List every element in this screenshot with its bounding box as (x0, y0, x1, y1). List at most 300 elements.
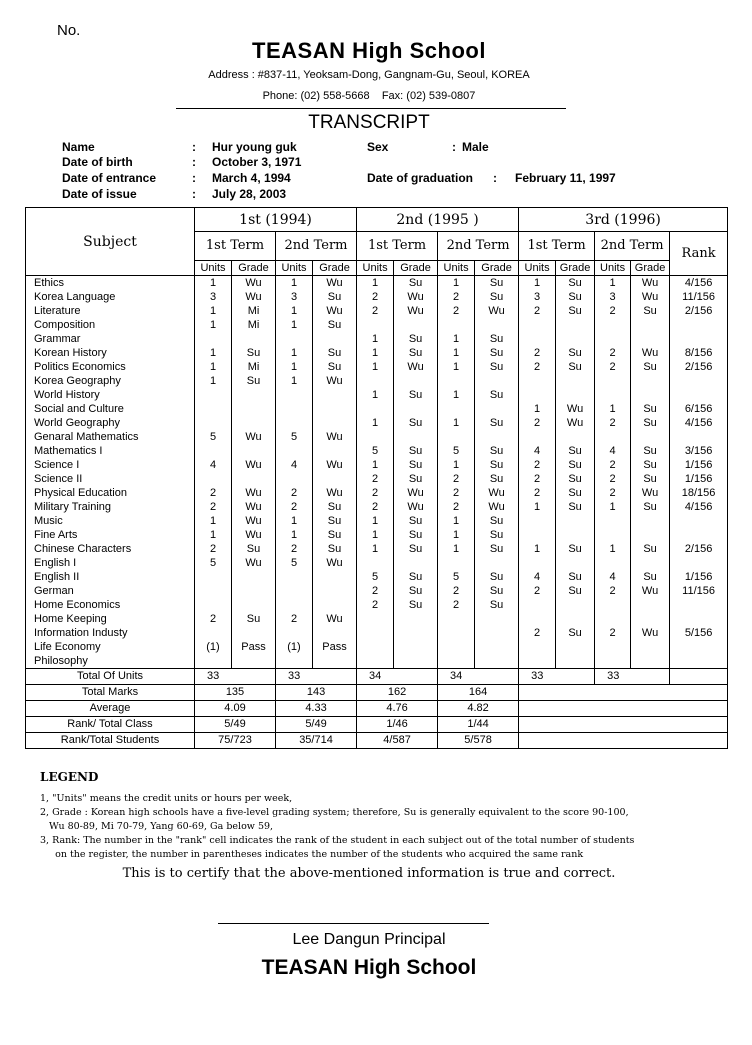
grade-cell: Su (631, 542, 670, 556)
subject-name: Information Industy (26, 626, 195, 640)
units-cell (595, 374, 631, 388)
units-cell (519, 374, 556, 388)
units-cell: 1 (438, 528, 475, 542)
grade-cell: Wu (475, 304, 519, 318)
rank-total-class-value: 1/44 (438, 717, 519, 733)
grade-cell: Su (313, 346, 357, 360)
subject-name: Chinese Characters (26, 542, 195, 556)
legend-line: 1, "Units" means the credit units or hours per week, (40, 793, 293, 804)
subject-name: Home Keeping (26, 612, 195, 626)
rank-cell: 1/156 (670, 570, 728, 584)
birth-colon: : (192, 155, 196, 169)
grade-cell (475, 374, 519, 388)
units-cell: 1 (195, 276, 232, 291)
grade-cell (556, 374, 595, 388)
grade-cell: Su (394, 346, 438, 360)
rank-cell (670, 654, 728, 669)
grade-cell: Su (232, 612, 276, 626)
grade-cell: Su (475, 360, 519, 374)
units-cell: 2 (595, 626, 631, 640)
subject-name: World Geography (26, 416, 195, 430)
grade-cell: Su (394, 416, 438, 430)
grade-cell: Su (475, 542, 519, 556)
units-cell (519, 556, 556, 570)
grade-cell: Su (394, 598, 438, 612)
name-label: Name (62, 140, 95, 154)
grade-cell (313, 416, 357, 430)
grade-cell (232, 444, 276, 458)
grade-cell: Su (556, 584, 595, 598)
rank-cell: 3/156 (670, 444, 728, 458)
grade-cell (394, 640, 438, 654)
rank-cell (670, 598, 728, 612)
units-cell: 2 (276, 542, 313, 556)
units-cell: 2 (357, 472, 394, 486)
grade-cell: Su (313, 514, 357, 528)
units-cell: 1 (438, 514, 475, 528)
units-cell: 1 (276, 514, 313, 528)
units-cell: 3 (276, 290, 313, 304)
subject-header: Subject (26, 208, 195, 276)
graduation-label: Date of graduation (367, 171, 474, 185)
grade-cell: Wu (232, 430, 276, 444)
graduation-colon: : (493, 171, 497, 185)
average-value: 4.76 (357, 701, 438, 717)
birth-label: Date of birth (62, 155, 133, 169)
total-marks-value: 162 (357, 685, 438, 701)
grade-cell: Su (631, 570, 670, 584)
units-cell: 1 (195, 318, 232, 332)
rank-cell: 2/156 (670, 304, 728, 318)
units-cell: 2 (595, 472, 631, 486)
grade-cell: Su (556, 486, 595, 500)
units-cell: 2 (595, 486, 631, 500)
units-cell (595, 514, 631, 528)
subject-row (26, 500, 728, 514)
subject-row (26, 360, 728, 374)
units-cell: 2 (519, 584, 556, 598)
units-cell (595, 556, 631, 570)
units-cell: 4 (519, 444, 556, 458)
units-cell: 2 (276, 486, 313, 500)
units-cell: 3 (595, 290, 631, 304)
rank-cell (670, 332, 728, 346)
sex-value: Male (462, 140, 489, 154)
grade-cell: Wu (232, 276, 276, 291)
units-cell: 2 (438, 304, 475, 318)
units-cell: 2 (357, 486, 394, 500)
grade-cell: Su (313, 528, 357, 542)
units-cell: 1 (519, 500, 556, 514)
grade-cell: Su (232, 374, 276, 388)
legend-line: 2, Grade : Korean high schools have a five-level grading system; therefore, Su is generally equivalent to the score 90-100, (40, 807, 629, 818)
subject-row (26, 528, 728, 542)
grade-cell: Mi (232, 318, 276, 332)
subject-row (26, 612, 728, 626)
grade-cell: Su (475, 290, 519, 304)
rank-total-class-value: 5/49 (276, 717, 357, 733)
grade-cell: Wu (313, 374, 357, 388)
average-value: 4.82 (438, 701, 519, 717)
subject-row (26, 304, 728, 318)
footer-school-name: TEASAN High School (261, 956, 477, 979)
issue-colon: : (192, 187, 196, 201)
term-header: 1st Term (519, 232, 595, 261)
units-cell (357, 654, 394, 669)
grade-cell: Su (631, 360, 670, 374)
grade-cell: Su (556, 276, 595, 291)
grade-cell: Su (556, 444, 595, 458)
units-cell (519, 598, 556, 612)
grade-cell (394, 556, 438, 570)
units-cell: 4 (519, 570, 556, 584)
grade-cell: Su (313, 290, 357, 304)
units-cell (195, 388, 232, 402)
sex-label: Sex (367, 140, 389, 154)
grade-cell (631, 514, 670, 528)
grade-cell (232, 416, 276, 430)
grade-cell: Su (475, 332, 519, 346)
rank-header: Rank (670, 232, 728, 276)
grade-cell (232, 654, 276, 669)
grade-cell: Su (313, 500, 357, 514)
grade-cell: Su (631, 472, 670, 486)
term-header: 2nd Term (438, 232, 519, 261)
grade-cell (232, 626, 276, 640)
subject-row (26, 416, 728, 430)
grade-cell: Su (475, 346, 519, 360)
total-units-rank-cell (670, 669, 728, 685)
units-cell (519, 430, 556, 444)
units-column-header: Units (357, 261, 394, 276)
grade-cell: Pass (313, 640, 357, 654)
subject-name: Music (26, 514, 195, 528)
units-cell: 2 (519, 626, 556, 640)
units-cell (195, 332, 232, 346)
units-cell: 2 (519, 416, 556, 430)
school-address: Address : #837-11, Yeoksam-Dong, Gangnam-Gu, Seoul, KOREA (208, 69, 530, 81)
grade-cell (631, 374, 670, 388)
units-cell: 2 (595, 346, 631, 360)
grade-cell (475, 626, 519, 640)
grade-cell: Wu (394, 500, 438, 514)
units-cell: 2 (195, 612, 232, 626)
units-cell (276, 584, 313, 598)
units-cell (438, 640, 475, 654)
grade-cell (475, 654, 519, 669)
units-cell: 1 (276, 346, 313, 360)
transcript-table (25, 207, 728, 749)
grade-cell: Su (475, 528, 519, 542)
certification-statement: This is to certify that the above-mentioned information is true and correct. (122, 866, 616, 881)
units-cell: 5 (195, 430, 232, 444)
grade-cell: Wu (232, 514, 276, 528)
grade-cell: Su (475, 570, 519, 584)
units-cell (195, 654, 232, 669)
units-cell (595, 598, 631, 612)
grade-cell (556, 612, 595, 626)
grade-cell: Su (556, 542, 595, 556)
subject-name: Composition (26, 318, 195, 332)
grade-cell (313, 598, 357, 612)
grade-cell: Wu (232, 528, 276, 542)
units-cell (519, 640, 556, 654)
subject-row (26, 598, 728, 612)
units-cell: 2 (438, 486, 475, 500)
signature-line (218, 923, 489, 924)
grade-cell: Wu (394, 360, 438, 374)
rank-cell: 11/156 (670, 584, 728, 598)
grade-cell: Su (475, 444, 519, 458)
grade-cell: Wu (313, 430, 357, 444)
units-cell: 2 (519, 304, 556, 318)
rank-cell: 8/156 (670, 346, 728, 360)
grade-cell (232, 598, 276, 612)
units-cell (195, 416, 232, 430)
units-column-header: Units (438, 261, 475, 276)
subject-row (26, 654, 728, 669)
grade-column-header: Grade (394, 261, 438, 276)
grade-cell: Wu (232, 500, 276, 514)
grade-cell: Su (394, 472, 438, 486)
units-cell (438, 430, 475, 444)
subject-row (26, 514, 728, 528)
units-cell: 1 (276, 528, 313, 542)
grade-cell (556, 430, 595, 444)
units-cell (357, 402, 394, 416)
legend-line: 3, Rank: The number in the "rank" cell indicates the rank of the student in each subject out of the total number of students (40, 835, 635, 846)
rank-cell: 2/156 (670, 542, 728, 556)
legend-line: on the register, the number in parentheses indicates the number of the students who acquired the same rank (40, 849, 584, 860)
units-cell (438, 318, 475, 332)
units-cell: 2 (438, 472, 475, 486)
grade-column-header: Grade (475, 261, 519, 276)
rank-cell (670, 514, 728, 528)
grade-cell: Wu (394, 304, 438, 318)
units-cell: (1) (195, 640, 232, 654)
units-cell: 2 (195, 542, 232, 556)
units-cell (519, 332, 556, 346)
total-marks-value: 164 (438, 685, 519, 701)
school-name: TEASAN High School (252, 38, 486, 63)
grade-cell: Mi (232, 360, 276, 374)
grade-cell: Wu (631, 290, 670, 304)
units-cell: 4 (595, 570, 631, 584)
grade-cell (556, 514, 595, 528)
grade-cell (475, 556, 519, 570)
rank-total-students-value: 35/714 (276, 733, 357, 749)
units-cell: 1 (438, 542, 475, 556)
grade-cell: Su (631, 444, 670, 458)
units-cell: 5 (438, 570, 475, 584)
subject-name: Korea Geography (26, 374, 195, 388)
grade-cell: Su (475, 584, 519, 598)
year-1-header: 1st (1994) (195, 208, 357, 232)
subject-name: Korean History (26, 346, 195, 360)
units-cell: 1 (195, 528, 232, 542)
units-cell: 2 (276, 612, 313, 626)
subject-name: Grammar (26, 332, 195, 346)
grade-cell: Wu (232, 486, 276, 500)
units-cell (438, 654, 475, 669)
rank-total-students-row (26, 733, 728, 749)
subject-name: Physical Education (26, 486, 195, 500)
grade-cell: Wu (313, 276, 357, 291)
units-cell (276, 444, 313, 458)
grade-cell (556, 318, 595, 332)
subject-row (26, 346, 728, 360)
rank-total-students-label: Rank/Total Students (26, 733, 195, 749)
subject-row (26, 472, 728, 486)
name-value: Hur young guk (212, 140, 297, 154)
grade-cell: Su (232, 346, 276, 360)
grade-cell (556, 332, 595, 346)
rank-total-class-empty-cell (519, 717, 728, 733)
units-cell (595, 612, 631, 626)
subject-name: English II (26, 570, 195, 584)
grade-cell: Wu (475, 500, 519, 514)
grade-cell (556, 654, 595, 669)
units-cell: 1 (519, 276, 556, 291)
grade-cell (313, 472, 357, 486)
school-phone: Phone: (02) 558-5668 Fax: (02) 539-0807 (262, 90, 476, 102)
units-cell: 1 (357, 360, 394, 374)
grade-cell: Su (556, 472, 595, 486)
units-cell: 2 (519, 472, 556, 486)
subject-name: Fine Arts (26, 528, 195, 542)
grade-cell (232, 584, 276, 598)
grade-cell: Su (313, 542, 357, 556)
legend-title: LEGEND (40, 770, 99, 784)
grade-column-header: Grade (232, 261, 276, 276)
grade-cell: Wu (232, 290, 276, 304)
units-cell (519, 388, 556, 402)
subject-row (26, 542, 728, 556)
grade-cell: Su (394, 570, 438, 584)
units-cell (519, 612, 556, 626)
entrance-value: March 4, 1994 (212, 171, 291, 185)
units-cell (519, 528, 556, 542)
average-value: 4.09 (195, 701, 276, 717)
grade-cell (313, 332, 357, 346)
units-cell: 2 (195, 500, 232, 514)
subject-name: Mathematics I (26, 444, 195, 458)
total-units-value: 33 (195, 669, 276, 685)
grade-cell: Wu (313, 458, 357, 472)
rank-cell (670, 612, 728, 626)
subject-row (26, 374, 728, 388)
units-cell: 4 (595, 444, 631, 458)
units-cell: 1 (438, 276, 475, 291)
grade-cell (313, 570, 357, 584)
grade-cell: Su (313, 360, 357, 374)
subject-row (26, 640, 728, 654)
units-cell (438, 374, 475, 388)
grade-cell: Su (394, 388, 438, 402)
units-cell: 2 (438, 500, 475, 514)
grade-cell: Su (313, 318, 357, 332)
units-cell: 1 (438, 346, 475, 360)
grade-cell: Su (394, 332, 438, 346)
rank-cell: 6/156 (670, 402, 728, 416)
grade-cell: Su (394, 444, 438, 458)
grade-cell: Su (631, 402, 670, 416)
rank-cell (670, 388, 728, 402)
grade-cell: Su (475, 276, 519, 291)
grade-cell: Su (556, 360, 595, 374)
subject-name: Ethics (26, 276, 195, 291)
grade-cell (394, 318, 438, 332)
grade-cell (232, 402, 276, 416)
subject-row (26, 584, 728, 598)
grade-cell: Wu (631, 626, 670, 640)
units-cell: 2 (595, 304, 631, 318)
units-cell (357, 640, 394, 654)
subject-name: Life Economy (26, 640, 195, 654)
graduation-value: February 11, 1997 (515, 171, 616, 185)
year-2-header: 2nd (1995 ) (357, 208, 519, 232)
grade-cell (313, 402, 357, 416)
grade-cell (232, 570, 276, 584)
grade-cell (631, 332, 670, 346)
units-cell: 2 (438, 584, 475, 598)
grade-cell (313, 626, 357, 640)
grade-cell (313, 388, 357, 402)
units-cell (276, 332, 313, 346)
grade-cell (556, 556, 595, 570)
grade-cell: Wu (232, 458, 276, 472)
grade-cell (631, 318, 670, 332)
grade-cell: Wu (232, 556, 276, 570)
grade-cell (475, 612, 519, 626)
subject-name: Social and Culture (26, 402, 195, 416)
grade-cell (556, 598, 595, 612)
total-units-label: Total Of Units (26, 669, 195, 685)
units-column-header: Units (276, 261, 313, 276)
rank-cell: 2/156 (670, 360, 728, 374)
units-cell: 1 (276, 304, 313, 318)
units-cell: 2 (195, 486, 232, 500)
grade-cell (631, 528, 670, 542)
subject-row (26, 430, 728, 444)
entrance-label: Date of entrance (62, 171, 157, 185)
units-cell: 1 (438, 388, 475, 402)
units-cell (195, 402, 232, 416)
units-cell: 1 (276, 318, 313, 332)
grade-cell: Su (475, 514, 519, 528)
grade-cell: Su (556, 290, 595, 304)
rank-cell (670, 556, 728, 570)
grade-cell: Wu (313, 612, 357, 626)
average-label: Average (26, 701, 195, 717)
units-cell (357, 318, 394, 332)
grade-cell: Su (556, 626, 595, 640)
units-cell: 2 (438, 290, 475, 304)
grade-cell (475, 430, 519, 444)
total-units-value: 34 (438, 669, 519, 685)
units-cell (595, 430, 631, 444)
units-cell: 5 (357, 570, 394, 584)
rank-cell (670, 318, 728, 332)
units-cell (276, 472, 313, 486)
total-units-value: 34 (357, 669, 438, 685)
units-cell: 2 (357, 290, 394, 304)
rank-total-students-empty-cell (519, 733, 728, 749)
units-cell: 2 (357, 584, 394, 598)
units-cell: 1 (357, 416, 394, 430)
units-cell: 2 (519, 346, 556, 360)
units-cell: 5 (195, 556, 232, 570)
